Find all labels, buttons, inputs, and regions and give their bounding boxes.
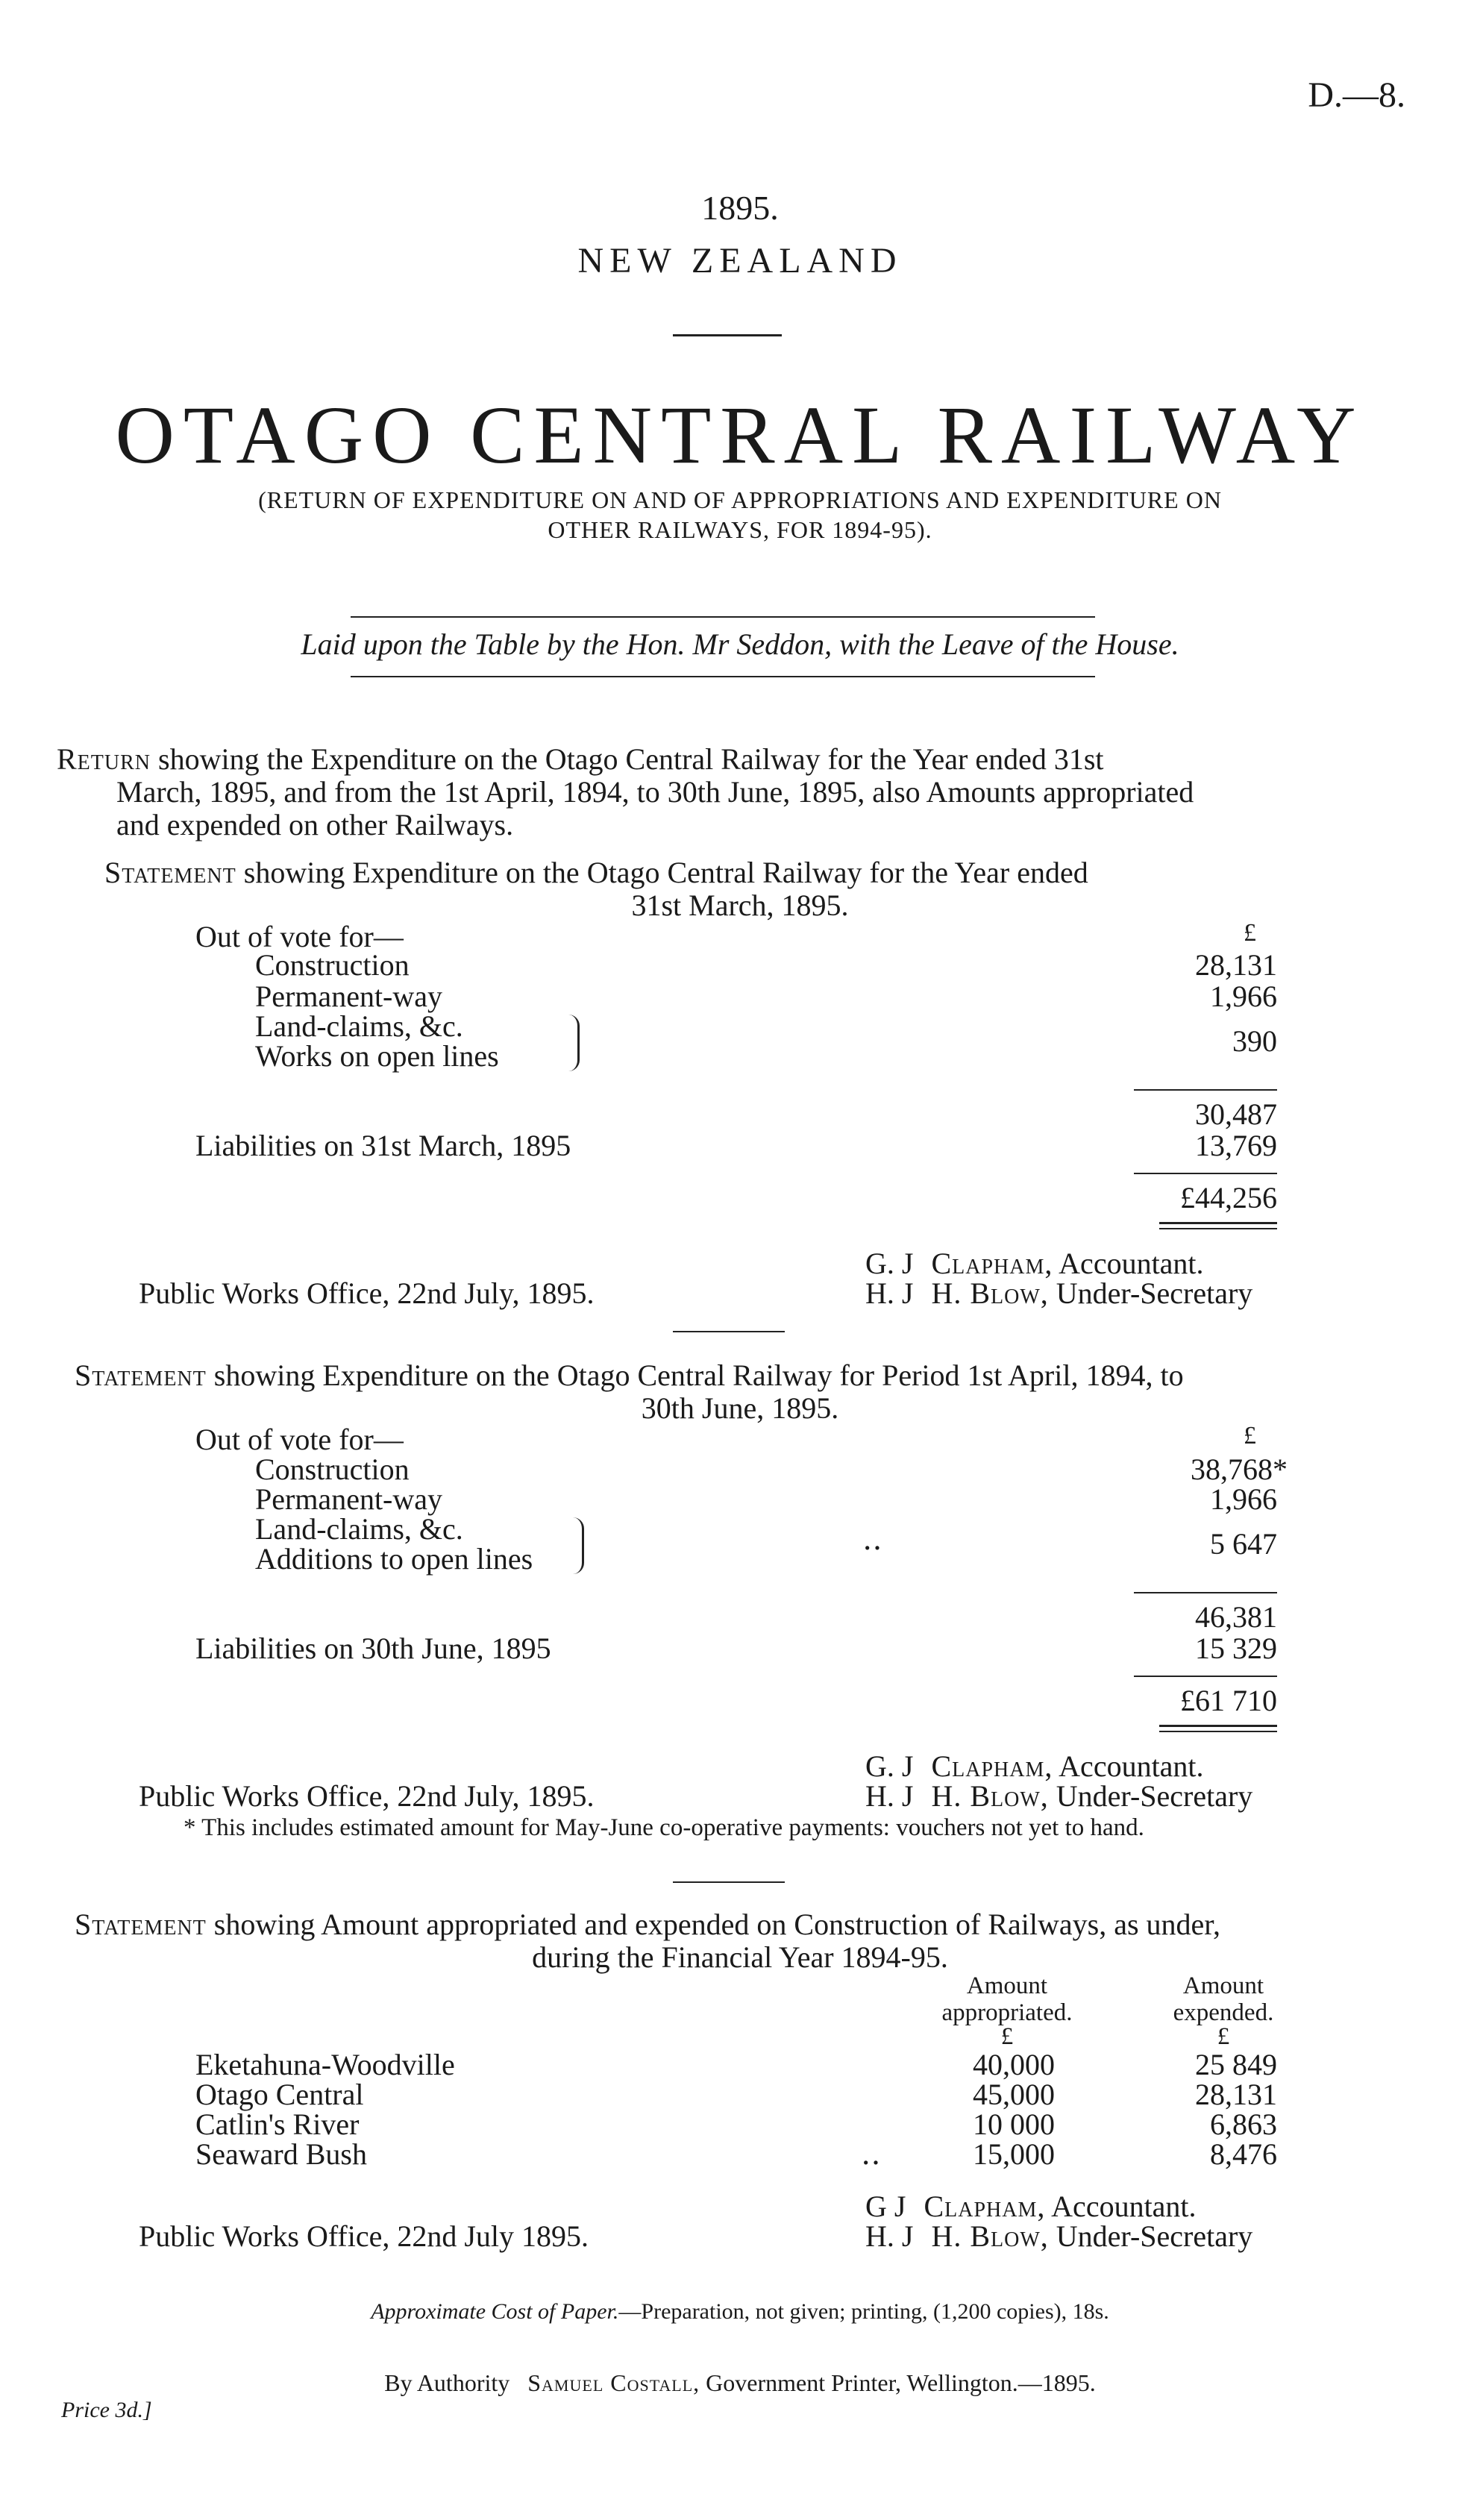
statement2-total: £61 710 <box>1180 1684 1277 1717</box>
intro-line-3: and expended on other Railways. <box>116 808 514 841</box>
laid-upon-table: Laid upon the Table by the Hon. Mr Seddon, with the Leave of the House. <box>301 627 1179 661</box>
statement3-row-expended-1: 28,131 <box>1195 2078 1277 2111</box>
statement2-leader: ‥ <box>862 1523 882 1556</box>
statement2-double-rule-a <box>1159 1725 1277 1727</box>
statement2-item-value-0: 38,768* <box>1191 1452 1288 1486</box>
statement2-footnote: * This includes estimated amount for May-June co-operative payments: vouchers not yet to hand. <box>184 1814 1144 1841</box>
statement3-row-appropriated-2: 10 000 <box>973 2107 1055 2141</box>
statement1-total: £44,256 <box>1180 1181 1277 1214</box>
subtitle-line-1: (RETURN OF EXPENDITURE ON AND OF APPROPRIATIONS AND EXPENDITURE ON <box>258 486 1222 513</box>
statement3-heading-text: showing Amount appropriated and expended on Construction of Railways, as under, <box>213 1908 1221 1941</box>
statement1-item-label-0: Construction <box>255 948 410 982</box>
statement3-row-expended-0: 25 849 <box>1195 2048 1277 2081</box>
statement1-double-rule-a <box>1159 1222 1277 1224</box>
statement2-item-label-1: Permanent-way <box>255 1482 443 1516</box>
statement2-sig2-initials: H. J <box>865 1779 914 1813</box>
statement1-signature-2 <box>865 1276 1252 1311</box>
statement2-item-value-1: 1,966 <box>1210 1482 1277 1516</box>
statement1-lead: Statement <box>104 856 236 889</box>
price: Price 3d.] <box>61 2398 152 2422</box>
cost-text: —Preparation, not given; printing, (1,200 copies), 18s. <box>618 2299 1109 2324</box>
statement3-sig2-name: H. Blow, <box>931 2219 1049 2253</box>
statement3-row-appropriated-1: 45,000 <box>973 2078 1055 2111</box>
statement1-item-label-1: Permanent-way <box>255 980 443 1013</box>
intro-lead: Return <box>57 742 151 776</box>
statement2-office: Public Works Office, 22nd July, 1895. <box>139 1779 595 1813</box>
statement1-sig2-initials: H. J <box>865 1276 914 1310</box>
statement3-sig2-initials: H. J <box>865 2219 914 2253</box>
section-divider-1 <box>673 1331 785 1332</box>
statement3-row-expended-2: 6,863 <box>1210 2107 1277 2141</box>
statement1-heading-text: showing Expenditure on the Otago Central Railway for the Year ended <box>243 856 1088 889</box>
statement2-heading-line-1 <box>75 1358 1184 1393</box>
statement1-heading-line-1 <box>104 855 1088 890</box>
statement1-liabilities-value: 13,769 <box>1195 1129 1277 1162</box>
statement3-col1-header-1: Amount <box>966 1972 1048 1999</box>
statement3-row-name-1: Otago Central <box>195 2078 364 2111</box>
statement1-double-rule-b <box>1159 1228 1277 1229</box>
statement3-col1-currency: £ <box>1000 2023 1014 2050</box>
statement1-subtotal: 30,487 <box>1195 1097 1277 1131</box>
statement1-item-value-1: 1,966 <box>1210 980 1277 1013</box>
statement2-brace-label-1: Additions to open lines <box>255 1542 533 1576</box>
statement2-item-label-0: Construction <box>255 1452 410 1486</box>
statement3-row-expended-3: 8,476 <box>1210 2137 1277 2171</box>
statement3-row-appropriated-3: 15,000 <box>973 2137 1055 2171</box>
statement3-col2-header-2: expended. <box>1173 1999 1274 2026</box>
statement1-sig2-title: Under-Secretary <box>1056 1276 1253 1310</box>
statement2-sig1-title: Accountant. <box>1059 1749 1204 1783</box>
statement3-row-name-2: Catlin's River <box>195 2107 360 2141</box>
main-title: OTAGO CENTRAL RAILWAY <box>115 389 1365 480</box>
statement1-heading-line-2: 31st March, 1895. <box>631 888 849 922</box>
statement1-brace-label-0: Land-claims, &c. <box>255 1009 463 1043</box>
country-heading: NEW ZEALAND <box>577 241 903 280</box>
statement1-sig1-name: Clapham, <box>931 1247 1053 1280</box>
laid-bottom-rule <box>351 676 1095 677</box>
statement2-signature-2 <box>865 1778 1252 1814</box>
statement1-currency: £ <box>1244 919 1256 947</box>
laid-top-rule <box>351 616 1095 618</box>
statement1-brace <box>568 1015 580 1071</box>
authority-prefix: By Authority <box>384 2369 510 2396</box>
document-reference: D.—8. <box>1308 75 1405 115</box>
intro-text-1: showing the Expenditure on the Otago Central Railway for the Year ended 31st <box>158 742 1104 776</box>
year-heading: 1895. <box>701 189 779 227</box>
statement2-total-rule <box>1134 1676 1277 1677</box>
cost-label: Approximate Cost of Paper. <box>371 2299 619 2324</box>
authority-suffix: Government Printer, Wellington.—1895. <box>706 2369 1096 2396</box>
statement1-office: Public Works Office, 22nd July, 1895. <box>139 1276 595 1310</box>
statement3-heading-line-1 <box>75 1907 1220 1942</box>
statement2-out-of-vote: Out of vote for— <box>195 1423 404 1456</box>
intro-line-1 <box>57 742 1104 777</box>
statement3-sig2-title: Under-Secretary <box>1056 2219 1253 2253</box>
statement3-sig1-name: Clapham, <box>924 2190 1046 2223</box>
statement2-lead: Statement <box>75 1358 207 1392</box>
statement1-sig1-initials: G. J <box>865 1247 914 1280</box>
statement2-brace-label-0: Land-claims, &c. <box>255 1512 463 1546</box>
statement3-office: Public Works Office, 22nd July 1895. <box>139 2219 589 2253</box>
statement2-sig2-name: H. Blow, <box>931 1779 1049 1813</box>
statement3-sig1-title: Accountant. <box>1051 2190 1197 2223</box>
statement2-sig1-initials: G. J <box>865 1749 914 1783</box>
statement3-row-name-0: Eketahuna-Woodville <box>195 2048 455 2081</box>
statement2-heading-line-2: 30th June, 1895. <box>641 1391 839 1425</box>
statement1-item-value-0: 28,131 <box>1195 948 1277 982</box>
statement2-liabilities-label: Liabilities on 30th June, 1895 <box>195 1632 551 1665</box>
statement1-subtotal-rule <box>1134 1089 1277 1091</box>
statement2-subtotal: 46,381 <box>1195 1600 1277 1634</box>
printer-name: Samuel Costall, <box>527 2369 700 2396</box>
statement1-sig1-title: Accountant. <box>1059 1247 1204 1280</box>
authority-line <box>0 2369 1480 2397</box>
statement3-col2-currency: £ <box>1217 2023 1230 2050</box>
statement3-col1-header-2: appropriated. <box>941 1999 1073 2026</box>
statement1-brace-value: 390 <box>1232 1024 1277 1058</box>
subtitle-line-2: OTHER RAILWAYS, FOR 1894-95). <box>548 516 932 543</box>
statement3-lead: Statement <box>75 1908 207 1941</box>
statement1-sig2-name: H. Blow, <box>931 1276 1049 1310</box>
header-divider <box>673 334 782 336</box>
statement3-sig1-initials: G J <box>865 2190 906 2223</box>
statement2-heading-text: showing Expenditure on the Otago Central Railway for Period 1st April, 1894, to <box>213 1358 1184 1392</box>
statement2-brace <box>573 1517 584 1574</box>
statement3-row-appropriated-0: 40,000 <box>973 2048 1055 2081</box>
statement2-currency: £ <box>1244 1422 1256 1449</box>
statement3-heading-line-2: during the Financial Year 1894-95. <box>532 1940 948 1974</box>
cost-of-paper <box>0 2299 1480 2325</box>
statement1-brace-label-1: Works on open lines <box>255 1039 499 1073</box>
statement1-total-rule <box>1134 1173 1277 1174</box>
statement2-sig2-title: Under-Secretary <box>1056 1779 1253 1813</box>
section-divider-2 <box>673 1881 785 1883</box>
statement2-double-rule-b <box>1159 1731 1277 1732</box>
statement2-sig1-name: Clapham, <box>931 1749 1053 1783</box>
statement3-row-name-3: Seaward Bush <box>195 2137 367 2171</box>
statement1-out-of-vote: Out of vote for— <box>195 920 404 953</box>
statement3-signature-2 <box>865 2219 1252 2254</box>
statement2-subtotal-rule <box>1134 1592 1277 1593</box>
statement3-leader: ‥ <box>861 2137 881 2171</box>
statement3-col2-header-1: Amount <box>1182 1972 1264 1999</box>
statement1-liabilities-label: Liabilities on 31st March, 1895 <box>195 1129 571 1162</box>
statement2-brace-value: 5 647 <box>1210 1527 1277 1561</box>
intro-line-2: March, 1895, and from the 1st April, 1894, to 30th June, 1895, also Amounts appropriated <box>116 775 1194 809</box>
statement2-liabilities-value: 15 329 <box>1195 1632 1277 1665</box>
